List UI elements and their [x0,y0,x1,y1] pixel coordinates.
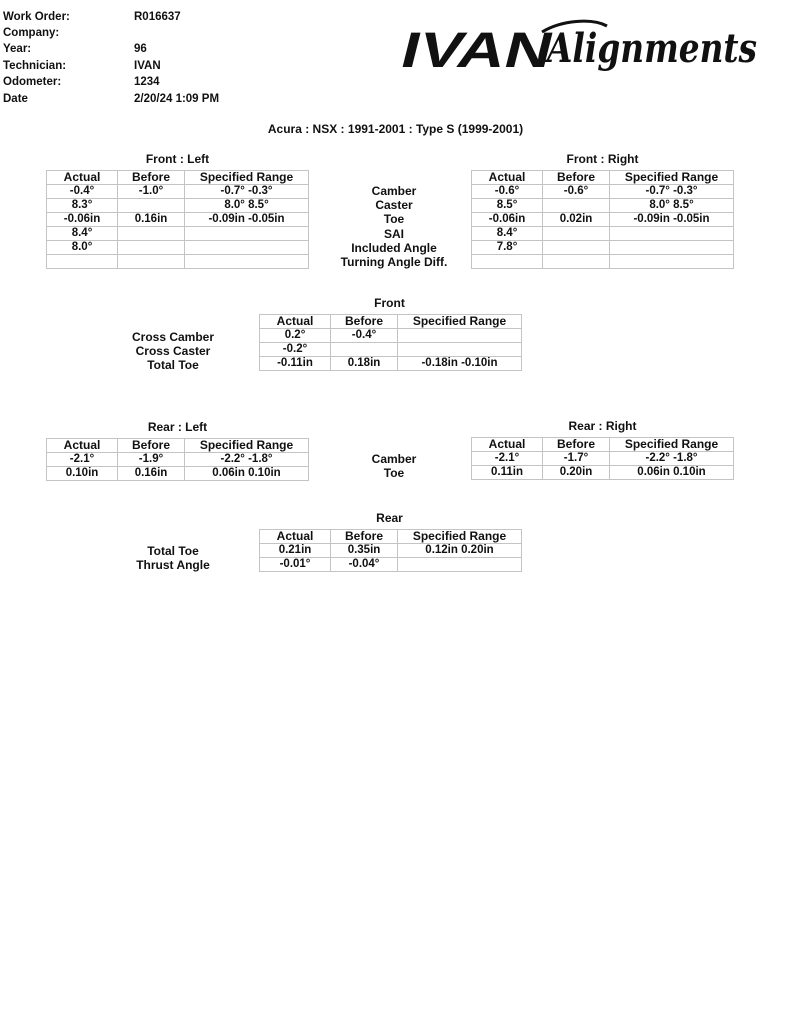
col-actual-header: Actual [47,439,118,453]
before-cell: 0.16in [118,467,185,481]
table-header-row [260,315,522,329]
col-actual-header: Actual [260,315,331,329]
table-row [260,544,522,558]
before-cell [118,255,185,269]
range-cell: 8.0° 8.5° [610,199,734,213]
actual-cell [472,255,543,269]
table-row [47,255,309,269]
range-cell [398,343,522,357]
col-before-header: Before [118,439,185,453]
info-value: IVAN [134,60,161,72]
actual-cell: -2.1° [47,453,118,467]
col-range-header: Specified Range [185,439,309,453]
rear-left-table [46,438,309,481]
table-header-row [47,439,309,453]
col-before-header: Before [118,171,185,185]
before-cell: 0.35in [331,544,398,558]
actual-cell: -2.1° [472,452,543,466]
rear-axle-table [259,529,522,572]
label-total-toe: Total Toe [147,358,199,372]
before-cell [118,241,185,255]
info-label: Technician: [3,60,67,72]
table-row [47,213,309,227]
range-cell: -0.7° -0.3° [185,185,309,199]
range-cell [610,255,734,269]
before-cell: 0.16in [118,213,185,227]
table-row [260,558,522,572]
info-label: Company: [3,27,60,39]
before-cell: -0.04° [331,558,398,572]
range-cell [185,227,309,241]
range-cell [185,241,309,255]
vehicle-description: Acura : NSX : 1991-2001 : Type S (1999-2001) [267,122,524,136]
table-row [472,213,734,227]
before-cell [543,255,610,269]
col-actual-header: Actual [472,171,543,185]
info-value: 1234 [134,76,160,88]
rear-left-title: Rear : Left [147,420,208,434]
actual-cell: 0.11in [472,466,543,480]
table-row [47,227,309,241]
rear-right-table [471,437,734,480]
before-cell [118,199,185,213]
actual-cell: 8.4° [47,227,118,241]
front-left-table [46,170,309,269]
col-before-header: Before [331,315,398,329]
col-before-header: Before [543,171,610,185]
actual-cell: -0.11in [260,357,331,371]
actual-cell: 7.8° [472,241,543,255]
actual-cell: 8.3° [47,199,118,213]
range-cell: -0.7° -0.3° [610,185,734,199]
actual-cell: 8.4° [472,227,543,241]
col-actual-header: Actual [472,438,543,452]
info-label: Year: [3,43,32,55]
table-row [47,467,309,481]
range-cell [398,329,522,343]
label-turning-angle-diff: Turning Angle Diff. [340,255,448,269]
rear-axle-title: Rear [376,511,403,525]
actual-cell: 8.5° [472,199,543,213]
front-axle-table [259,314,522,371]
actual-cell: 8.0° [47,241,118,255]
before-cell [543,199,610,213]
actual-cell [47,255,118,269]
company-logo [392,12,764,78]
table-row [260,329,522,343]
range-cell: 0.12in 0.20in [398,544,522,558]
range-cell [185,255,309,269]
info-value: R016637 [134,11,181,23]
actual-cell: -0.2° [260,343,331,357]
table-header-row [260,530,522,544]
table-row [47,241,309,255]
range-cell: 0.06in 0.10in [185,467,309,481]
table-header-row [472,438,734,452]
table-row [260,343,522,357]
before-cell: 0.20in [543,466,610,480]
range-cell [610,241,734,255]
col-before-header: Before [331,530,398,544]
front-right-title: Front : Right [566,152,639,166]
table-row [47,199,309,213]
col-actual-header: Actual [260,530,331,544]
table-row [47,185,309,199]
table-row [472,185,734,199]
rear-right-title: Rear : Right [568,419,637,433]
before-cell: -0.6° [543,185,610,199]
before-cell [331,343,398,357]
info-label: Date [3,93,28,105]
col-range-header: Specified Range [610,438,734,452]
before-cell [543,241,610,255]
range-cell: 8.0° 8.5° [185,199,309,213]
logo-brand-text: IVAN [395,21,526,78]
actual-cell: -0.01° [260,558,331,572]
label-included-angle: Included Angle [351,241,437,255]
table-row [472,241,734,255]
col-range-header: Specified Range [398,315,522,329]
label-sai: SAI [383,227,404,241]
label-rear-camber: Camber [371,452,417,466]
label-cross-caster: Cross Caster [135,344,211,358]
actual-cell: -0.4° [47,185,118,199]
table-header-row [472,171,734,185]
label-cross-camber: Cross Camber [131,330,215,344]
range-cell: -0.18in -0.10in [398,357,522,371]
table-row [472,227,734,241]
before-cell: -1.7° [543,452,610,466]
table-row [472,255,734,269]
actual-cell: 0.10in [47,467,118,481]
info-value: 2/20/24 1:09 PM [134,93,220,105]
range-cell: -2.2° -1.8° [185,453,309,467]
before-cell [543,227,610,241]
range-cell: -2.2° -1.8° [610,452,734,466]
before-cell: -0.4° [331,329,398,343]
actual-cell: 0.21in [260,544,331,558]
range-cell: -0.09in -0.05in [610,213,734,227]
table-row [472,452,734,466]
before-cell: -1.0° [118,185,185,199]
range-cell [398,558,522,572]
label-camber: Camber [371,184,417,198]
table-row [47,453,309,467]
actual-cell: 0.2° [260,329,331,343]
actual-cell: -0.06in [472,213,543,227]
front-right-table [471,170,734,269]
range-cell [610,227,734,241]
before-cell: 0.02in [543,213,610,227]
col-range-header: Specified Range [610,171,734,185]
col-range-header: Specified Range [185,171,309,185]
front-axle-title: Front [374,296,405,310]
actual-cell: -0.6° [472,185,543,199]
table-header-row [47,171,309,185]
table-row [260,357,522,371]
logo-script-text: Alignments [543,25,757,72]
label-rear-toe: Toe [383,466,405,480]
table-row [472,199,734,213]
info-label: Work Order: [3,11,70,23]
before-cell: 0.18in [331,357,398,371]
info-label: Odometer: [3,76,62,88]
range-cell: -0.09in -0.05in [185,213,309,227]
label-thrust-angle: Thrust Angle [136,558,210,572]
label-toe: Toe [383,212,405,226]
actual-cell: -0.06in [47,213,118,227]
col-actual-header: Actual [47,171,118,185]
col-before-header: Before [543,438,610,452]
before-cell [118,227,185,241]
range-cell: 0.06in 0.10in [610,466,734,480]
col-range-header: Specified Range [398,530,522,544]
front-left-title: Front : Left [145,152,210,166]
table-row [472,466,734,480]
label-caster: Caster [375,198,413,212]
info-value: 96 [134,43,147,55]
before-cell: -1.9° [118,453,185,467]
label-rear-total-toe: Total Toe [147,544,199,558]
